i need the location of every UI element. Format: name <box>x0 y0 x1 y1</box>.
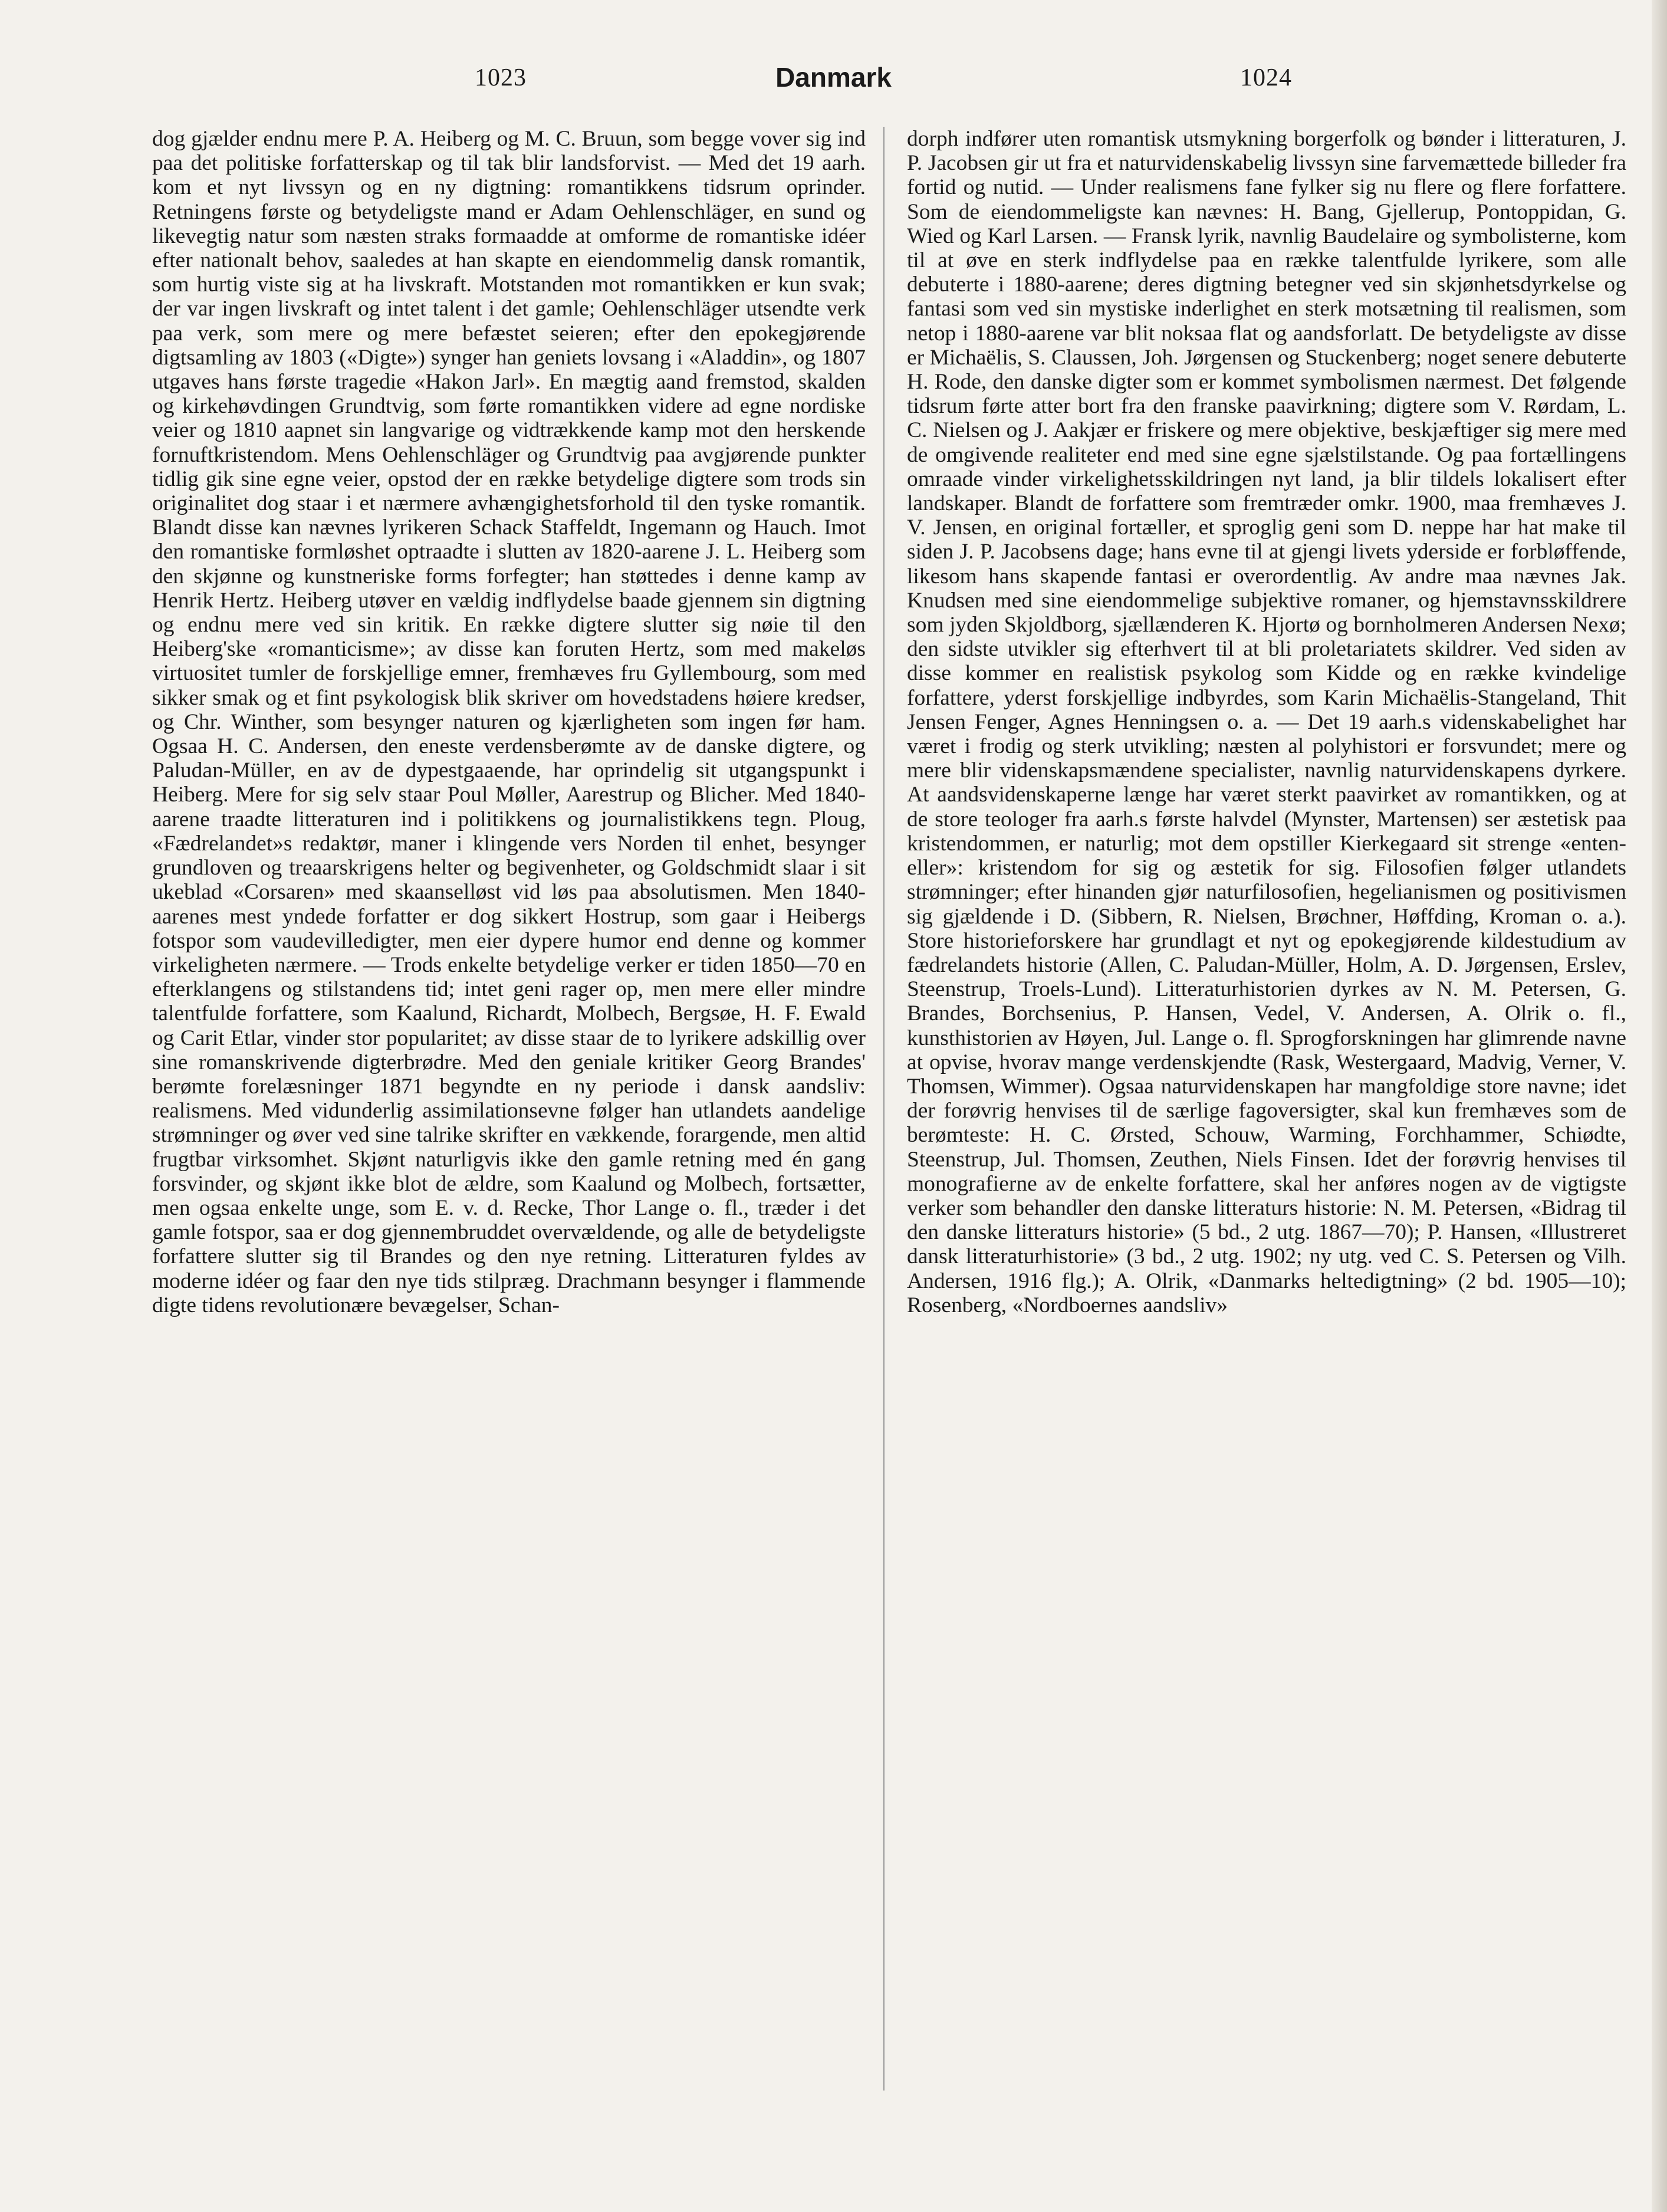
page-header <box>0 64 1667 99</box>
page-edge <box>1652 0 1667 2212</box>
left-column <box>152 127 866 2102</box>
running-title: Danmark <box>775 62 892 93</box>
left-column-text: dog gjælder endnu mere P. A. Heiberg og M. C. Bruun, som begge vover sig ind paa det politiske forfatterskap og til tak blir landsforvist. — Med det 19 aarh. kom et nyt livssyn og en ny digtning: romantikkens tidsrum oprinder. Retningens første og betydeligste mand er Adam Oehlenschläger, en sund og likevegtig natur som næsten straks formaadde at omforme de romantiske idéer efter nationalt behov, saaledes at han skapte en eiendommelig dansk romantik, som hurtig viste sig at ha livskraft. Motstanden mot romantikken er kun svak; der var ingen livskraft og intet talent i det gamle; Oehlenschläger utsendte verk paa verk, som mere og mere befæstet seieren; efter den epokegjørende digtsamling av 1803 («Digte») synger han geniets lovsang i «Aladdin», og 1807 utgaves hans første tragedie «Hakon Jarl». En mægtig aand fremstod, skalden og kirkehøvdingen Grundtvig, som førte romantikken videre ad egne nordiske veier og 1810 aapnet sin langvarige og vidtrækkende kamp mot den herskende fornuftkristendom. Mens Oehlenschläger og Grundtvig paa avgjørende punkter tidlig gik sine egne veier, opstod der en række betydelige digtere som trods sin originalitet dog staar i et nærmere avhængighetsforhold til den tyske romantik. Blandt disse kan nævnes lyrikeren Schack Staffeldt, Ingemann og Hauch. Imot den romantiske formløshet optraadte i slutten av 1820-aarene J. L. Heiberg som den skjønne og kunstneriske forms forfegter; han støttedes i denne kamp av Henrik Hertz. Heiberg utøver en vældig indflydelse baade gjennem sin digtning og endnu mere ved sin kritik. En række digtere slutter sig nøie til den Heiberg'ske «romanticisme»; av disse kan foruten Hertz, som med makeløs virtuositet tumler de forskjellige emner, fremhæves fru Gyllembourg, som med sikker smak og et fint psykologisk blik skriver om hovedstadens høiere kredser, og Chr. Winther, som besynger naturen og kjærligheten som ingen før ham. Ogsaa H. C. Andersen, den eneste verdensberømte av de danske digtere, og Paludan-Müller, en av de dypestgaaende, har oprindelig sit utgangspunkt i Heiberg. Mere for sig selv staar Poul Møller, Aarestrup og Blicher. Med 1840-aarene traadte litteraturen ind i politikkens og journalistikkens tegn. Ploug, «Fædrelandet»s redaktør, maner i klingende vers Norden til enhet, besynger grundloven og treaarskrigens helter og begivenheter, og Goldschmidt slaar i sit ukeblad «Corsaren» med skaanselløst vid løs paa absolutismen. Men 1840-aarenes mest yndede forfatter er dog sikkert Hostrup, som gaar i Heibergs fotspor som vaudevilledigter, men eier dypere humor end denne og kommer virkeligheten nærmere. — Trods enkelte betydelige verker er tiden 1850—70 en efterklangens og stilstandens tid; intet geni rager op, men mere eller mindre talentfulde forfattere, som Kaalund, Richardt, Molbech, Bergsøe, H. F. Ewald og Carit Etlar, vinder stor popularitet; av disse staar de to lyrikere adskillig over sine romanskrivende digterbrødre. Med den geniale kritiker Georg Brandes' berømte forelæsninger 1871 begyndte en ny periode i dansk aandsliv: realismens. Med vidunderlig assimilationsevne følger han utlandets aandelige strømninger og øver ved sine talrike skrifter en vækkende, forargende, men altid frugtbar virksomhet. Skjønt naturligvis ikke den gamle retning med én gang forsvinder, og skjønt ikke blot de ældre, som Kaalund og Molbech, fortsætter, men ogsaa enkelte unge, som E. v. d. Recke, Thor Lange o. fl., træder i det gamle fotspor, saa er dog gjennembruddet overvældende, og alle de betydeligste forfattere slutter sig til Brandes og den nye retning. Litteraturen fyldes av moderne idéer og faar den nye tids stilpræg. Drachmann besynger i flammende digte tidens revolutionære bevægelser, Schan- <box>152 127 866 1317</box>
column-divider <box>883 127 885 2091</box>
right-column <box>907 127 1626 2102</box>
page-number-left: 1023 <box>475 64 527 91</box>
page-number-right: 1024 <box>1240 64 1292 91</box>
right-column-text: dorph indfører uten romantisk utsmykning borgerfolk og bønder i litteraturen, J. P. Jacobsen gir ut fra et naturvidenskabelig livssyn sine farvemættede billeder fra fortid og nutid. — Under realismens fane fylker sig nu flere og flere forfattere. Som de eiendommeligste kan nævnes: H. Bang, Gjellerup, Pontoppidan, G. Wied og Karl Larsen. — Fransk lyrik, navnlig Baudelaire og symbolisterne, kom til at øve en sterk indflydelse paa en række talentfulde lyrikere, som alle debuterte i 1880-aarene; deres digtning betegner ved sin skjønhetsdyrkelse og fantasi som ved sin mystiske inderlighet en sterk motsætning til realismen, som netop i 1880-aarene var blit noksaa flat og aandsforlatt. De betydeligste av disse er Michaëlis, S. Claussen, Joh. Jørgensen og Stuckenberg; noget senere debuterte H. Rode, den danske digter som er kommet symbolismen nærmest. Det følgende tidsrum førte atter bort fra den franske paavirkning; digtere som V. Rørdam, L. C. Nielsen og J. Aakjær er friskere og mere objektive, beskjæftiger sig mere med de omgivende realiteter end med sine egne sjælstilstande. Og paa fortællingens omraade vinder virkelighetsskildringen nyt land, ja blir tildels lokalisert efter landskaper. Blandt de forfattere som fremtræder omkr. 1900, maa fremhæves J. V. Jensen, en original fortæller, et sproglig geni som D. neppe har hat make til siden J. P. Jacobsens dage; hans evne til at gjengi livets yderside er forbløffende, likesom hans skapende fantasi er overordentlig. Av andre maa nævnes Jak. Knudsen med sine eiendommelige subjektive romaner, og hjemstavnsskildrere som jyden Skjoldborg, sjællænderen K. Hjortø og bornholmeren Andersen Nexø; den sidste utvikler sig efterhvert til at bli proletariatets skildrer. Ved siden av disse kommer en realistisk psykolog som Kidde og en række kvindelige forfattere, yderst forskjellige indbyrdes, som Karin Michaëlis-Stangeland, Thit Jensen Fenger, Agnes Henningsen o. a. — Det 19 aarh.s videnskabelighet har været i frodig og sterk utvikling; næsten al polyhistori er forsvundet; mere og mere blir videnskapsmændene specialister, navnlig naturvidenskapens dyrkere. At aandsvidenskaperne længe har været sterkt paavirket av romantikken, og at de store teologer fra aarh.s første halvdel (Mynster, Martensen) ser æstetisk paa kristendommen, er naturlig; mot dem opstiller Kierkegaard sit strenge «enten-eller»: kristendom for sig og æstetik for sig. Filosofien følger utlandets strømninger; efter hinanden gjør naturfilosofien, hegelianismen og positivismen sig gjældende i D. (Sibbern, R. Nielsen, Brøchner, Høffding, Kroman o. a.). Store historieforskere har grundlagt et nyt og epokegjørende kildestudium av fædrelandets historie (Allen, C. Paludan-Müller, Holm, A. D. Jørgensen, Erslev, Steenstrup, Troels-Lund). Litteraturhistorien dyrkes av N. M. Petersen, G. Brandes, Borchsenius, P. Hansen, Vedel, V. Andersen, A. Olrik o. fl., kunsthistorien av Høyen, Jul. Lange o. fl. Sprogforskningen har glimrende navne at opvise, hvorav mange verdenskjendte (Rask, Westergaard, Madvig, Verner, V. Thomsen, Wimmer). Ogsaa naturvidenskapen har mangfoldige store navne; idet der forøvrig henvises til de særlige fagoversigter, skal kun fremhæves som de berømteste: H. C. Ørsted, Schouw, Warming, Forchhammer, Schiødte, Steenstrup, Jul. Thomsen, Zeuthen, Niels Finsen. Idet der forøvrig henvises til monografierne av de enkelte forfattere, skal her anføres nogen av de vigtigste verker som behandler den danske litteraturs historie: N. M. Petersen, «Bidrag til den danske litteraturs historie» (5 bd., 2 utg. 1867—70); P. Hansen, «Illustreret dansk litteraturhistorie» (3 bd., 2 utg. 1902; ny utg. ved C. S. Petersen og Vilh. Andersen, 1916 flg.); A. Olrik, «Danmarks heltedigtning» (2 bd. 1905—10); Rosenberg, «Nordboernes aandsliv» <box>907 127 1626 1317</box>
